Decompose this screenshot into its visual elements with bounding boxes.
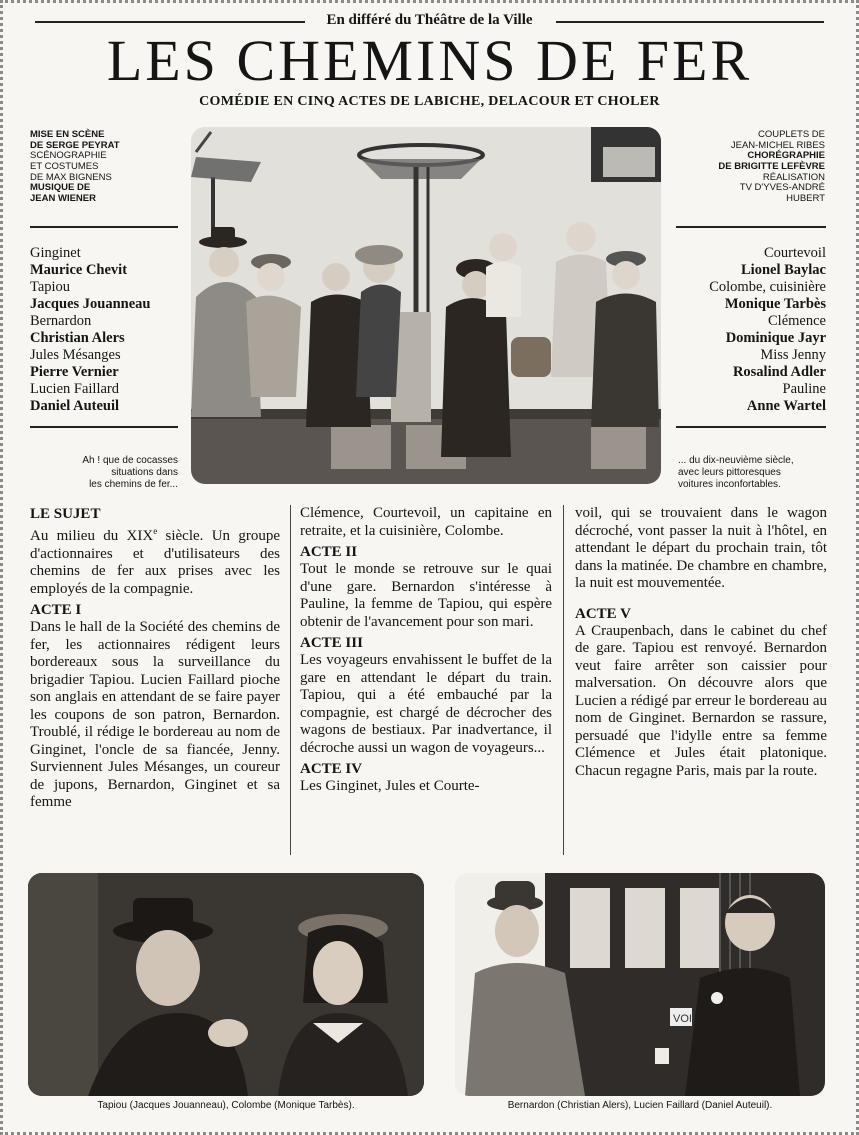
article-paragraph [30,523,280,598]
credit-label: COUPLETS DE [757,129,825,140]
caption-line: situations dans [111,467,178,478]
article-paragraph: Clémence, Courtevoil, un capitaine en retraite, et la cuisinière, Colombe. [300,505,552,539]
text-run: Au milieu du XIX [30,528,154,544]
cast-role: Tapiou [30,279,71,295]
cast-actor: Rosalind Adler [732,364,826,380]
photo-bernardon-lucien-illustration [455,873,825,1096]
credits-right [668,130,825,204]
credit-name: DE SERGE PEYRAT [30,139,120,151]
column-rule [563,505,564,855]
section-heading: ACTE I [30,602,82,618]
rule [30,226,178,228]
stage-photo-illustration [191,127,661,484]
article-paragraph: Dans le hall de la Société des chemins de fer, les actionnaires rédigent leurs bordereaux sous la surveillance du brigadier Tapiou. Lucien Faillard pioche son anglais en attendant de se faire payer les coupons de son patron, Bernardon. Troublé, il rédige le bordereau au nom de Ginginet, l'oncle de sa fiancée, Jenny. Surviennent Jules Mésanges, un coureur de jupons, Bernardon, Ginginet et sa femme [30,619,280,810]
caption-top-left [30,455,178,491]
superscript: e [153,526,158,536]
caption-bottom-right: Bernardon (Christian Alers), Lucien Faillard (Daniel Auteuil). [507,1100,773,1111]
caption-top-right [678,455,828,491]
cast-actor: Maurice Chevit [30,262,128,278]
caption-line: Ah ! que de cocasses [82,455,178,466]
cast-role: Pauline [782,381,826,397]
cast-role: Ginginet [30,245,81,261]
article-paragraph: Les Ginginet, Jules et Courte- [300,778,480,794]
section-heading: ACTE V [575,605,631,622]
cast-actor: Christian Alers [30,330,125,346]
cast-actor: Daniel Auteuil [30,398,120,414]
caption-line: les chemins de fer... [89,479,178,490]
rule [30,426,178,428]
rule [676,426,826,428]
article-paragraph: A Craupenbach, dans le cabinet du chef de gare. Tapiou est renvoyé. Bernardon veut faire arrêter son caissier pour malversation. On découvre alors que Lucien a rédigé par erreur le bordereau au nom de Ginginet. Bernardon se rassure, persuadé que l'idylle entre sa femme Clémence et Jules était platonique. Chacun regagne Paris, mais par la route. [575,622,827,779]
cast-role: Jules Mésanges [30,347,121,363]
article-column-1 [30,505,280,812]
credit-label: ET COSTUMES [30,160,99,172]
caption-line: ... du dix-neuvième siècle, [678,455,794,466]
cast-role: Clémence [768,313,826,329]
section-heading: ACTE III [300,635,363,651]
article-paragraph: voil, qui se trouvaient dans le wagon décroché, vont passer la nuit à l'hôtel, en attendant le départ du prochain train, tôt dans la matinée. De chambre en chambre, la nuit est mouvementée. [575,505,827,591]
article-column-3 [575,505,827,780]
credit-label: SCÉNOGRAPHIE [30,150,107,162]
credits-left [30,130,190,204]
column-rule [290,505,291,855]
credit-name: HUBERT [786,192,825,204]
cast-list-right [668,245,826,415]
cast-actor: Jacques Jouanneau [30,296,151,312]
cast-actor: Pierre Vernier [30,364,119,380]
cast-actor: Lionel Baylac [741,262,826,278]
photo-bernardon-lucien [455,873,825,1096]
kicker: En différé du Théâtre de la Ville [326,12,533,28]
photo-tapiou-colombe-illustration [28,873,424,1096]
credit-label: RÉALISATION [762,171,825,183]
credit-label: CHORÉGRAPHIE [747,150,825,162]
cast-role: Miss Jenny [760,347,826,363]
article-column-2 [300,505,552,796]
cast-role: Bernardon [30,313,92,329]
section-heading: LE SUJET [30,506,101,522]
article-paragraph: Tout le monde se retrouve sur le quai d'une gare. Bernardon s'intéresse à Pauline, la femme de Tapiou, qui espère obtenir de l'avancement pour son mari. [300,561,552,630]
subtitle: COMÉDIE EN CINQ ACTES DE LABICHE, DELACOUR ET CHOLER [199,94,660,109]
cast-list-left [30,245,190,415]
caption-bottom-left: Tapiou (Jacques Jouanneau), Colombe (Monique Tarbès). [97,1100,355,1111]
cast-role: Courtevoil [763,245,826,261]
caption-line: avec leurs pittoresques [678,467,781,478]
credit-name: DE MAX BIGNENS [30,171,112,183]
credit-label: MISE EN SCÈNE [30,129,105,140]
article-paragraph: Les voyageurs envahissent le buffet de la gare en attendant le départ du train. Tapiou, qui a été embauché par la compagnie, est chargé de décrocher des wagons de bestiaux. Par inadvertance, il décroche aussi un wagon de voyageurs... [300,652,552,756]
rule [676,226,826,228]
stage-photo [191,127,661,484]
text-run: siècle. Un groupe d'actionnaires et d'utilisateurs des chemins de fer aux prises avec les employés de la compagnie. [30,528,280,597]
credit-name: JEAN WIENER [30,192,96,204]
caption-line: voitures inconfortables. [678,479,781,490]
cast-role: Lucien Faillard [30,381,119,397]
carriage-sign-text: VOI [673,1013,692,1025]
cast-actor: Anne Wartel [746,398,826,414]
section-heading: ACTE II [300,544,358,560]
cast-role: Colombe, cuisinière [709,279,826,295]
credit-name: JEAN-MICHEL RIBES [730,139,825,151]
page-title: LES CHEMINS DE FER [106,28,753,93]
credit-label: MUSIQUE DE [30,182,91,194]
credit-name: TV D'YVES-ANDRÉ [739,182,825,194]
cast-actor: Dominique Jayr [725,330,826,346]
credit-name: DE BRIGITTE LEFÈVRE [718,160,825,172]
cast-actor: Monique Tarbès [724,296,826,312]
section-heading: ACTE IV [300,761,363,777]
photo-tapiou-colombe [28,873,424,1096]
